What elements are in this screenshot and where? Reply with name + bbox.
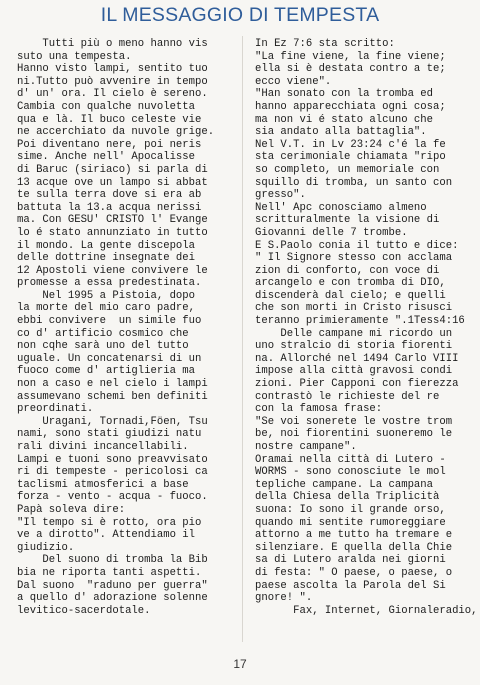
text-line: di Baruc (siriaco) si parla di [17, 163, 208, 176]
text-line: della Chiesa della Triplicità [255, 491, 440, 504]
text-line: rali divini incancellabili. [17, 441, 189, 453]
text-line: Papà soleva dire: [17, 503, 126, 516]
text-line: Del suono di tromba la Bib [17, 554, 208, 567]
text-line: suona: Io sono il grande orso, [255, 503, 446, 516]
text-line: promesse a essa predestinata. [17, 277, 202, 290]
text-line: Uragani, Tornadi,Föen, Tsu [17, 415, 208, 428]
text-line: a quello d' adorazione solenne [17, 592, 208, 605]
text-line: battuta la 13.a acqua nerissi [17, 201, 202, 214]
text-line: ella si è destata contro a te; [255, 63, 446, 76]
text-line: "La fine viene, la fine viene; [255, 50, 446, 63]
text-line: gnore! ". [255, 592, 313, 605]
text-line: Lampi e tuoni sono preavvisato [17, 453, 208, 466]
text-line: Dal suono "raduno per guerra" [17, 579, 208, 592]
text-line: forza - vento - acqua - fuoco. [17, 491, 208, 504]
text-line: 13 acque ove un lampo si abbat [17, 176, 208, 189]
text-line: ma. Con GESU' CRISTO l' Evange [17, 214, 208, 227]
text-line: preordinati. [17, 403, 94, 416]
text-line: Nel V.T. in Lv 23:24 c'é la fe [255, 138, 446, 151]
text-line: Giovanni delle 7 trombe. [255, 226, 408, 239]
text-line: co d' artificio cosmico che [17, 327, 189, 340]
text-line: con la famosa frase: [255, 403, 383, 416]
text-line: giudizio. [17, 541, 75, 554]
page-title: IL MESSAGGIO DI TEMPESTA [100, 4, 380, 26]
text-line: 12 Apostoli viene convivere le [17, 264, 208, 277]
text-line: suto una tempesta. [17, 50, 132, 63]
text-line: "Se voi sonerete le vostre trom [255, 415, 453, 428]
text-line: Tutti più o meno hanno vis [17, 38, 208, 50]
text-line: non a caso e nel cielo i lampi [17, 378, 208, 391]
text-line: so completo, un memoriale con [255, 163, 440, 176]
text-line: la morte del mio caro padre, [17, 302, 196, 315]
text-line: il mondo. La gente discepola [17, 239, 196, 252]
text-line: "Il tempo si è rotto, ora pio [17, 516, 202, 529]
text-line: attorno a me tutto ha tremare e [255, 529, 453, 542]
text-line: assumevano schemi ben definiti [17, 390, 208, 403]
text-line: discenderà dal cielo; e quelli [255, 289, 446, 302]
text-line: ne accerchiato da nuvole grige. [17, 126, 215, 139]
text-line: ebbi convivere un simile fuo [17, 315, 202, 328]
text-line: lo é stato annunziato in tutto [17, 226, 208, 239]
text-line: ri di tempeste - pericolosi ca [17, 466, 208, 479]
text-line: teranno primieramente ".1Tess4:16 [255, 315, 465, 328]
text-line: Nell' Apc conosciamo almeno [255, 201, 427, 214]
text-line: ecco viene". [255, 75, 332, 88]
text-line: te sulla terra dove si era ab [17, 189, 202, 202]
text-line: " Il Signore stesso con acclama [255, 252, 453, 265]
text-line: contrastò le richieste del re [255, 390, 440, 403]
text-line: Nel 1995 a Pistoia, dopo [17, 289, 196, 302]
text-line: che son morti in Cristo risusci [255, 302, 453, 315]
column-divider [242, 36, 243, 642]
text-line: Delle campane mi ricordo un [255, 327, 453, 340]
text-line: Poi diventano nere, poi neris [17, 138, 202, 151]
text-line: quando mi sentite rumoreggiare [255, 516, 446, 529]
text-line: d' un' ora. Il cielo è sereno. [17, 88, 208, 101]
text-line: non cqhe sarà uno del tutto [17, 340, 189, 353]
text-line: taclismi atmosferici a base [17, 478, 189, 491]
text-line: delle dottrine insegnate dei [17, 252, 196, 265]
text-line: di festa: " O paese, o paese, o [255, 566, 453, 579]
text-line: "Han sonato con la tromba ed [255, 88, 434, 101]
text-line: nostre campane". [255, 441, 357, 453]
text-line: arcangelo e con tromba di DIO, [255, 277, 446, 290]
text-line: qua e là. Il buco celeste vie [17, 113, 202, 126]
text-line: Hanno visto lampi, sentito tuo [17, 63, 208, 76]
text-line: uguale. Un concatenarsi di un [17, 352, 202, 365]
text-line: zioni. Pier Capponi con fierezza [255, 378, 459, 391]
text-line: sa di Lutero aralda nei giorni [255, 554, 446, 567]
text-line: In Ez 7:6 sta scritto: [255, 38, 395, 50]
text-line: bia ne riporta tanti aspetti. [17, 566, 202, 579]
text-line: Oramai nella città di Lutero - [255, 453, 446, 466]
left-column [17, 38, 237, 617]
page-number: 17 [233, 657, 247, 671]
text-line: sta cerimoniale chiamata "ripo [255, 151, 446, 164]
text-line: nami, sono stati giudizi natu [17, 428, 202, 441]
text-line: silenziare. E quella della Chie [255, 541, 453, 554]
text-line: na. Allorché nel 1494 Carlo VIII [255, 352, 459, 365]
text-line: be, noi fiorentini suoneremo le [255, 428, 453, 441]
right-column [255, 38, 478, 617]
text-line: WORMS - sono conosciute le mol [255, 466, 446, 479]
text-line: scritturalmente la visione di [255, 214, 440, 227]
text-line: ma non vi é stato alcuno che [255, 113, 434, 126]
text-line: sime. Anche nell' Apocalisse [17, 151, 196, 164]
text-line: ni.Tutto può avvenire in tempo [17, 75, 208, 88]
text-line: hanno apparecchiata ogni cosa; [255, 100, 446, 113]
text-line: levitico-sacerdotale. [17, 604, 151, 617]
text-line: tepliche campane. La campana [255, 478, 434, 491]
text-line: uno stralcio di storia fiorenti [255, 340, 453, 353]
text-line: Fax, Internet, Giornaleradio, [255, 604, 478, 617]
text-line: gresso". [255, 189, 306, 202]
text-line: squillo di tromba, un santo con [255, 176, 453, 189]
text-line: E S.Paolo conia il tutto e dice: [255, 239, 459, 252]
text-line: ve a dirotto". Attendiamo il [17, 529, 196, 542]
text-line: Cambia con qualche nuvoletta [17, 100, 196, 113]
text-line: impose alla città gravosi condi [255, 365, 453, 378]
text-line: paese ascolta la Parola del Si [255, 579, 446, 592]
text-line: zion di conforto, con voce di [255, 264, 440, 277]
text-line: fuoco come d' artiglieria ma [17, 365, 196, 378]
text-line: sia andato alla battaglia". [255, 126, 427, 139]
